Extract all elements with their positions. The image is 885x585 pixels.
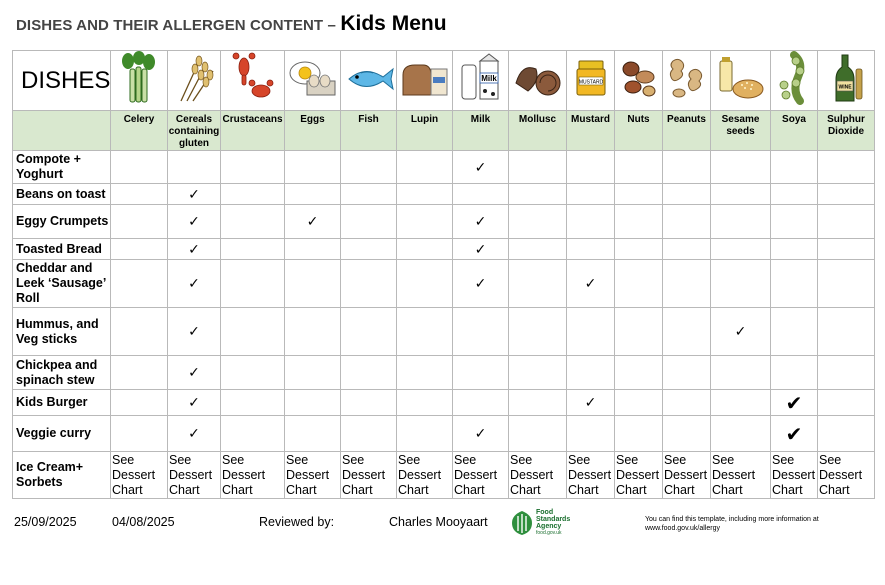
allergen-cell: [453, 184, 509, 205]
allergen-cell: [818, 390, 875, 416]
allergen-cell: [111, 239, 168, 260]
fsa-logo: [511, 508, 571, 540]
title-prefix: DISHES AND THEIR ALLERGEN CONTENT –: [16, 17, 336, 34]
allergen-cell: [771, 151, 818, 184]
allergen-cell: [509, 452, 567, 499]
crab-lobster-icon: [221, 51, 285, 111]
allergen-cell: [341, 356, 397, 390]
wheat-icon: [168, 51, 221, 111]
allergen-cell: [711, 452, 771, 499]
allergen-cell: [221, 308, 285, 356]
allergen-cell: [453, 308, 509, 356]
allergen-cell: [453, 416, 509, 452]
dish-name: Chickpea and spinach stew: [13, 356, 111, 390]
allergen-cell: [711, 308, 771, 356]
allergen-cell: [663, 151, 711, 184]
wine-icon-label: WINE: [838, 84, 852, 91]
dish-row: [13, 239, 875, 260]
dish-row: [13, 416, 875, 452]
fsa-emblem-icon: [511, 510, 533, 536]
allergen-cell: [711, 356, 771, 390]
dish-name: Kids Burger: [13, 390, 111, 416]
allergen-cell: [111, 390, 168, 416]
allergen-cell: [509, 308, 567, 356]
lupin-bread-icon: [397, 51, 453, 111]
allergen-cell: [615, 356, 663, 390]
allergen-cell: [285, 151, 341, 184]
tick-mark-icon: ✓: [188, 241, 200, 258]
dish-name: Veggie curry: [13, 416, 111, 452]
dish-row: [13, 151, 875, 184]
tick-mark-icon: ✓: [734, 324, 747, 340]
milk-icon: [453, 51, 509, 111]
allergen-cell: [567, 356, 615, 390]
tick-mark-icon: ✓: [188, 214, 200, 230]
allergen-cell: [285, 416, 341, 452]
allergen-cell: [221, 416, 285, 452]
allergen-cell: [341, 151, 397, 184]
dishes-heading: DISHES: [13, 51, 111, 111]
allergen-cell: [818, 416, 875, 452]
tick-mark-icon: ✓: [474, 276, 487, 292]
allergen-cell: [711, 416, 771, 452]
eggs-icon: [285, 51, 341, 111]
icon-row: [13, 51, 875, 111]
allergen-cell: [771, 390, 818, 416]
reviewer-name: Charles Mooyaart: [389, 515, 488, 529]
milk-icon-label: Milk: [480, 74, 497, 83]
allergen-cell: [509, 390, 567, 416]
page-title: [16, 12, 447, 36]
dish-row: [13, 452, 875, 499]
allergen-cell: [168, 184, 221, 205]
allergen-cell: [111, 416, 168, 452]
allergen-cell: [509, 184, 567, 205]
allergen-cell: [615, 239, 663, 260]
allergen-cell: [567, 308, 615, 356]
allergen-cell: [341, 390, 397, 416]
label-corner: [13, 111, 111, 151]
allergen-label-row: [13, 111, 875, 151]
allergen-cell: [567, 151, 615, 184]
allergen-cell: [818, 151, 875, 184]
allergen-cell: [453, 205, 509, 239]
allergen-cell: [453, 452, 509, 499]
allergen-cell: [397, 308, 453, 356]
allergen-cell: [615, 390, 663, 416]
allergen-cell: [615, 151, 663, 184]
allergen-cell: [615, 260, 663, 308]
allergen-cell: [397, 151, 453, 184]
allergen-label: Eggs: [285, 111, 341, 151]
allergen-cell: [818, 184, 875, 205]
allergen-cell: [663, 416, 711, 452]
allergen-cell: [509, 356, 567, 390]
allergen-table: [12, 50, 875, 499]
allergen-cell: [771, 308, 818, 356]
allergen-cell: [111, 151, 168, 184]
dish-name: Eggy Crumpets: [13, 205, 111, 239]
see-dessert-chart-text: See Dessert Chart: [712, 452, 756, 497]
see-dessert-chart-text: See Dessert Chart: [664, 452, 708, 497]
allergen-cell: [397, 356, 453, 390]
allergen-cell: [567, 239, 615, 260]
allergen-label: Mollusc: [509, 111, 567, 151]
dish-row: [13, 205, 875, 239]
fsa-logo-url: food.gov.uk: [536, 530, 562, 536]
title-menu-name: Kids Menu: [340, 12, 447, 35]
allergen-cell: [663, 356, 711, 390]
allergen-cell: [663, 452, 711, 499]
soya-icon: [771, 51, 818, 111]
allergen-label: Lupin: [397, 111, 453, 151]
tick-mark-icon: ✓: [188, 276, 200, 292]
mustard-icon-label: MUSTARD: [578, 79, 603, 86]
mustard-jar-icon: [567, 51, 615, 111]
allergen-cell: [221, 452, 285, 499]
allergen-cell: [285, 390, 341, 416]
template-note: [645, 515, 819, 533]
allergen-cell: [818, 308, 875, 356]
allergen-cell: [168, 151, 221, 184]
see-dessert-chart-text: See Dessert Chart: [568, 452, 612, 497]
see-dessert-chart-text: See Dessert Chart: [819, 452, 863, 497]
allergen-cell: [168, 452, 221, 499]
allergen-cell: [168, 416, 221, 452]
tick-mark-icon: ✓: [188, 365, 200, 381]
tick-mark-icon: ✓: [474, 214, 487, 230]
allergen-cell: [111, 205, 168, 239]
allergen-cell: [285, 239, 341, 260]
allergen-cell: [168, 205, 221, 239]
allergen-label: Crustaceans: [221, 111, 285, 151]
allergen-cell: [771, 416, 818, 452]
allergen-cell: [111, 260, 168, 308]
tick-mark-icon: ✓: [584, 276, 597, 292]
allergen-cell: [221, 356, 285, 390]
template-note-url[interactable]: www.food.gov.uk/allergy: [645, 525, 720, 532]
allergen-cell: [285, 308, 341, 356]
allergen-cell: [567, 205, 615, 239]
allergen-cell: [221, 205, 285, 239]
sesame-icon: [711, 51, 771, 111]
allergen-cell: [168, 356, 221, 390]
allergen-cell: [341, 416, 397, 452]
allergen-cell: [818, 452, 875, 499]
allergen-cell: [771, 205, 818, 239]
see-dessert-chart-text: See Dessert Chart: [454, 452, 498, 497]
tick-mark-icon: ✓: [188, 426, 200, 442]
allergen-cell: [509, 416, 567, 452]
allergen-cell: [111, 308, 168, 356]
tick-mark-icon: ✓: [474, 241, 487, 258]
see-dessert-chart-text: See Dessert Chart: [510, 452, 554, 497]
allergen-cell: [771, 356, 818, 390]
allergen-cell: [453, 151, 509, 184]
allergen-cell: [285, 205, 341, 239]
date-reviewed: 04/08/2025: [112, 515, 175, 529]
allergen-cell: [341, 308, 397, 356]
allergen-cell: [397, 390, 453, 416]
allergen-cell: [285, 452, 341, 499]
see-dessert-chart-text: See Dessert Chart: [169, 452, 213, 497]
allergen-cell: [168, 239, 221, 260]
see-dessert-chart-text: See Dessert Chart: [616, 452, 660, 497]
allergen-cell: [397, 452, 453, 499]
allergen-cell: [771, 260, 818, 308]
tick-mark-icon: ✓: [584, 395, 597, 411]
allergen-cell: [453, 390, 509, 416]
dish-row: [13, 390, 875, 416]
tick-mark-icon: ✓: [306, 214, 319, 230]
allergen-label: Peanuts: [663, 111, 711, 151]
allergen-cell: [221, 260, 285, 308]
allergen-cell: [663, 260, 711, 308]
dish-name: Toasted Bread: [13, 239, 111, 260]
tick-mark-icon: ✓: [188, 395, 200, 411]
allergen-cell: [567, 452, 615, 499]
dish-name: Hummus, and Veg sticks: [13, 308, 111, 356]
wine-bottle-icon: [818, 51, 875, 111]
shell-icon: [509, 51, 567, 111]
allergen-cell: [663, 184, 711, 205]
allergen-cell: [341, 239, 397, 260]
allergen-cell: [711, 260, 771, 308]
allergen-cell: [663, 239, 711, 260]
allergen-label: Sulphur Dioxide: [818, 111, 875, 151]
allergen-cell: [818, 205, 875, 239]
see-dessert-chart-text: See Dessert Chart: [222, 452, 266, 497]
allergen-cell: [111, 184, 168, 205]
dish-name: Beans on toast: [13, 184, 111, 205]
allergen-cell: [663, 390, 711, 416]
allergen-cell: [818, 239, 875, 260]
allergen-label: Milk: [453, 111, 509, 151]
allergen-cell: [711, 390, 771, 416]
allergen-cell: [509, 260, 567, 308]
allergen-cell: [285, 260, 341, 308]
tick-mark-icon: ✓: [188, 186, 200, 203]
see-dessert-chart-text: See Dessert Chart: [286, 452, 330, 497]
allergen-cell: [615, 452, 663, 499]
tick-mark-icon: ✓: [188, 324, 200, 340]
allergen-cell: [221, 390, 285, 416]
allergen-cell: [168, 260, 221, 308]
allergen-cell: [453, 356, 509, 390]
allergen-cell: [397, 184, 453, 205]
allergen-cell: [221, 151, 285, 184]
allergen-cell: [111, 356, 168, 390]
see-dessert-chart-text: See Dessert Chart: [772, 452, 816, 497]
allergen-cell: [663, 308, 711, 356]
allergen-cell: [818, 356, 875, 390]
date-created: 25/09/2025: [14, 515, 77, 529]
allergen-cell: [111, 452, 168, 499]
allergen-cell: [711, 205, 771, 239]
allergen-cell: [615, 184, 663, 205]
allergen-cell: [567, 184, 615, 205]
allergen-cell: [711, 184, 771, 205]
allergen-label: Mustard: [567, 111, 615, 151]
dish-rows: [13, 151, 875, 499]
reviewed-by-label: Reviewed by:: [259, 515, 335, 529]
tick-mark-icon: ✓: [474, 159, 487, 176]
allergen-cell: [397, 239, 453, 260]
allergen-cell: [663, 205, 711, 239]
tick-mark-icon: ✔: [785, 390, 803, 415]
allergen-cell: [615, 205, 663, 239]
allergen-label: Fish: [341, 111, 397, 151]
allergen-cell: [168, 390, 221, 416]
allergen-cell: [285, 356, 341, 390]
fsa-logo-text: Food Standards Agency: [536, 509, 571, 530]
allergen-cell: [818, 260, 875, 308]
allergen-cell: [615, 308, 663, 356]
allergen-cell: [509, 239, 567, 260]
allergen-label: Cereals containing gluten: [168, 111, 221, 151]
tick-mark-icon: ✓: [474, 426, 487, 442]
allergen-cell: [453, 239, 509, 260]
allergen-cell: [397, 416, 453, 452]
tick-mark-icon: ✔: [785, 421, 803, 446]
allergen-label: Sesame seeds: [711, 111, 771, 151]
peanuts-icon: [663, 51, 711, 111]
dish-name: Cheddar and Leek ‘Sausage’ Roll: [13, 260, 111, 308]
allergen-label: Celery: [111, 111, 168, 151]
allergen-cell: [453, 260, 509, 308]
dish-row: [13, 184, 875, 205]
allergen-cell: [168, 308, 221, 356]
see-dessert-chart-text: See Dessert Chart: [398, 452, 442, 497]
allergen-cell: [567, 390, 615, 416]
dish-row: [13, 356, 875, 390]
allergen-cell: [341, 205, 397, 239]
dish-name: Ice Cream+ Sorbets: [13, 452, 111, 499]
nuts-icon: [615, 51, 663, 111]
allergen-cell: [771, 184, 818, 205]
allergen-cell: [509, 205, 567, 239]
dish-row: [13, 308, 875, 356]
allergen-cell: [285, 184, 341, 205]
see-dessert-chart-text: See Dessert Chart: [112, 452, 156, 497]
dish-name: Compote + Yoghurt: [13, 151, 111, 184]
allergen-cell: [771, 452, 818, 499]
allergen-cell: [341, 452, 397, 499]
allergen-cell: [341, 184, 397, 205]
allergen-cell: [771, 239, 818, 260]
allergen-cell: [567, 416, 615, 452]
allergen-cell: [221, 239, 285, 260]
allergen-cell: [567, 260, 615, 308]
celery-icon: [111, 51, 168, 111]
dish-row: [13, 260, 875, 308]
allergen-cell: [397, 205, 453, 239]
allergen-cell: [221, 184, 285, 205]
allergen-cell: [341, 260, 397, 308]
see-dessert-chart-text: See Dessert Chart: [342, 452, 386, 497]
allergen-cell: [711, 151, 771, 184]
allergen-cell: [509, 151, 567, 184]
allergen-label: Nuts: [615, 111, 663, 151]
fish-icon: [341, 51, 397, 111]
allergen-cell: [615, 416, 663, 452]
template-note-line1: You can find this template, including more information at: [645, 516, 819, 523]
allergen-cell: [397, 260, 453, 308]
allergen-label: Soya: [771, 111, 818, 151]
allergen-cell: [711, 239, 771, 260]
